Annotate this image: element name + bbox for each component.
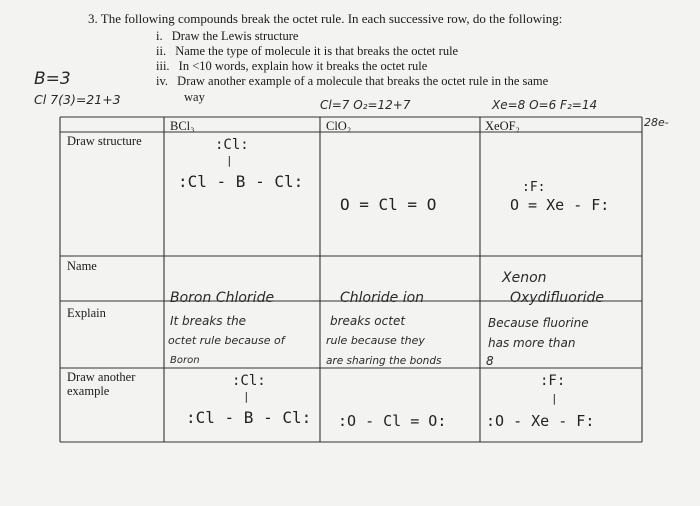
row-label-draw-another: Draw another example: [67, 370, 136, 398]
example-bcl3-structure: :Cl - B - Cl:: [186, 408, 312, 427]
explain-clo2-line2: rule because they: [326, 334, 425, 347]
bcl3-bond: |: [226, 154, 233, 167]
name-bcl3: Boron Chloride: [170, 290, 275, 306]
note-electron-count: 28e-: [644, 116, 669, 129]
step-text: Name the type of molecule it is that breaks the octet rule: [175, 44, 459, 58]
note-xeof2-calc: Xe=8 O=6 F₂=14: [492, 98, 598, 112]
example-clo2-structure: :O - Cl = O:: [338, 412, 447, 430]
clo2-structure: O = Cl = O: [340, 195, 437, 214]
example-xeof2-bond: |: [551, 392, 558, 405]
row-label-name: Name: [67, 259, 97, 273]
explain-clo2-line1: breaks octet: [330, 314, 406, 328]
explain-bcl3-line3: Boron: [170, 355, 200, 366]
step-num: iv.: [156, 74, 169, 88]
col-header-clo2: ClO₂: [326, 119, 352, 133]
bcl3-structure: :Cl - B - Cl:: [178, 172, 304, 191]
example-xeof2-top-f: :F:: [540, 373, 566, 389]
example-bcl3-top-cl: :Cl:: [232, 373, 266, 389]
name-xeof2-line2: Oxydifluoride: [510, 290, 604, 306]
explain-xeof2-line1: Because fluorine: [488, 316, 589, 330]
question-number: 3.: [88, 11, 98, 26]
step-4-continued: way: [184, 90, 205, 104]
col-header-bcl3: BCl₃: [170, 119, 195, 133]
note-boron-valence: B=3: [34, 69, 71, 89]
step-num: iii.: [156, 59, 170, 73]
example-bcl3-bond: |: [243, 390, 250, 403]
step-text: In <10 words, explain how it breaks the octet rule: [178, 59, 428, 73]
note-cl-calc: Cl 7(3)=21+3: [34, 92, 121, 107]
xeof2-top-f: :F:: [522, 180, 546, 195]
explain-xeof2-line2: has more than: [488, 336, 576, 350]
step-num: ii.: [156, 44, 167, 58]
row-label-explain: Explain: [67, 306, 106, 320]
bcl3-top-cl: :Cl:: [215, 137, 249, 153]
explain-bcl3-line1: It breaks the: [170, 314, 247, 328]
question-intro: The following compounds break the octet rule. In each successive row, do the following:: [100, 11, 563, 26]
xeof2-structure: O = Xe - F:: [510, 196, 610, 214]
col-header-xeof2: XeOF₂: [485, 119, 520, 133]
row-label-draw-structure: Draw structure: [67, 134, 142, 148]
step-text: Draw the Lewis structure: [171, 29, 299, 43]
step-num: i.: [156, 29, 163, 43]
explain-clo2-line3: are sharing the bonds: [326, 355, 442, 367]
note-clo2-calc: Cl=7 O₂=12+7: [320, 98, 411, 112]
name-clo2: Chloride ion: [340, 290, 425, 306]
explain-bcl3-line2: octet rule because of: [168, 334, 285, 347]
example-xeof2-structure: :O - Xe - F:: [486, 412, 595, 430]
step-text: Draw another example of a molecule that breaks the octet rule in the same: [177, 74, 549, 88]
explain-xeof2-line3: 8: [486, 354, 494, 368]
name-xeof2-line1: Xenon: [502, 270, 547, 286]
